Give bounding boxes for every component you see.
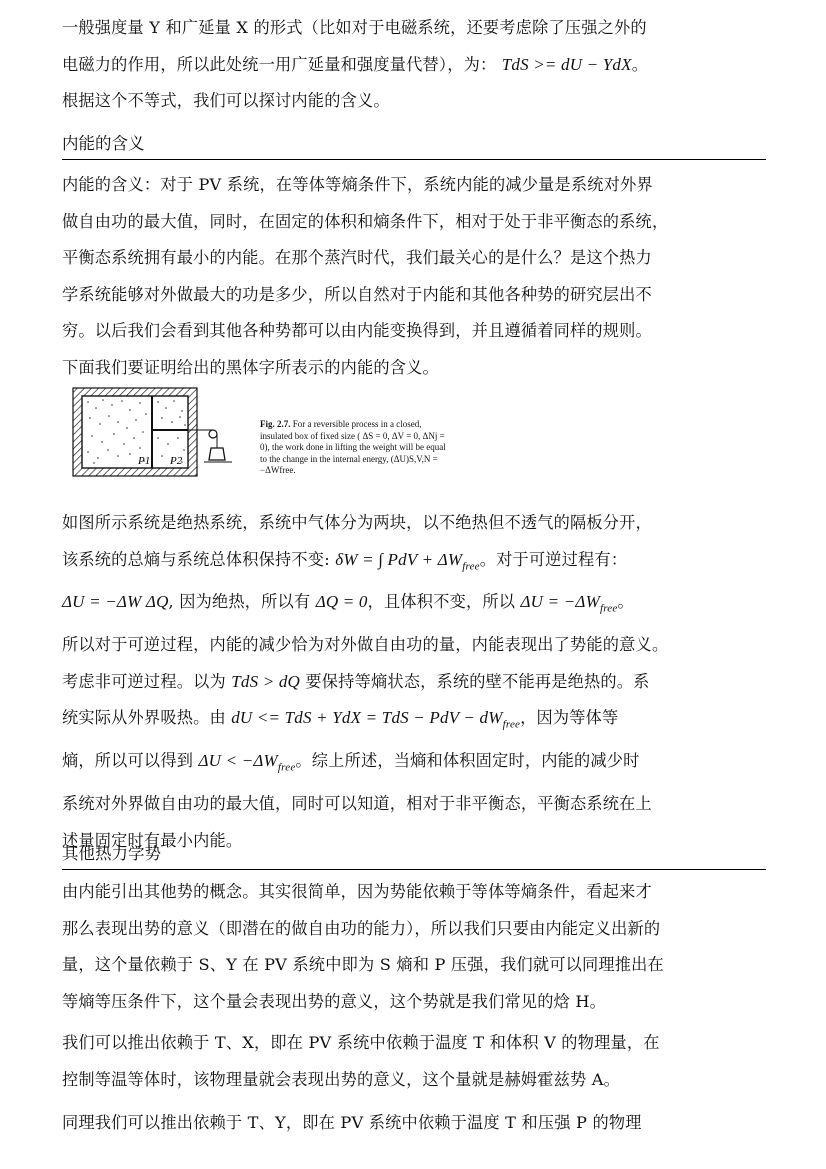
caption-label: Fig. 2.7. [260, 419, 291, 429]
formula: ΔQ = 0 [315, 592, 368, 612]
reversible-process-paragraph [62, 505, 766, 859]
paragraph-line: 下面我们要证明给出的黑体字所表示的内能的含义。 [62, 357, 439, 377]
other-potentials-paragraph [62, 874, 766, 1020]
intro-text: 电磁力的作用，所以此处统一用广延量和强度量代替），为： [62, 54, 497, 74]
paragraph-line: 由内能引出其他势的概念。其实很简单，因为势能依赖于等体等熵条件，看起来才 [62, 882, 652, 901]
text: 。 [617, 592, 634, 612]
formula: ΔU = −ΔW ΔQ [62, 592, 169, 612]
paragraph-line: 如图所示系统是绝热系统，系统中气体分为两块，以不绝热但不透气的隔板分开， [62, 513, 652, 532]
insulated-box-diagram [72, 386, 262, 482]
figure-caption [260, 419, 448, 477]
paragraph-line: 我们可以推出依赖于 T、X，即在 PV 系统中依赖于温度 T 和体积 V 的物理量，在 [62, 1033, 660, 1052]
paragraph-line: 那么表现出势的意义（即潜在的做自由功的能力），所以我们只要由内能定义出新的 [62, 918, 661, 938]
formula [520, 592, 618, 615]
subscript: free [277, 761, 296, 774]
formula [198, 751, 296, 774]
label-p1: P1 [138, 455, 151, 467]
formula [231, 708, 521, 731]
text: 考虑非可逆过程。以为 [62, 671, 226, 691]
weight-icon [209, 448, 225, 460]
paragraph-line [62, 542, 766, 585]
paragraph-line: 学系统能够对外做最大的功是多少，所以自然对于内能和其他各种势的研究层出不 [62, 284, 652, 304]
text: 该系统的总熵与系统总体积保持不变: [62, 549, 330, 569]
formula-part: ΔU = −ΔW [520, 592, 600, 612]
text: ，因为等体等 [520, 708, 619, 728]
intro-line: 根据这个不等式，我们可以探讨内能的含义。 [62, 91, 390, 110]
paragraph-line [62, 700, 766, 743]
section-heading-other-potentials: 其他热力学势 [62, 842, 766, 870]
paragraph-line: 平衡态系统拥有最小的内能。在那个蒸汽时代，我们最关心的是什么？是这个热力 [62, 248, 652, 267]
punctuation: 。 [631, 54, 649, 74]
formula: δW = ∫ PdV + ΔW [335, 549, 463, 569]
formula-part: ΔU < −ΔW [198, 751, 278, 771]
label-p2: P2 [170, 455, 183, 467]
work-formula [335, 549, 480, 572]
text: , 因为绝热，所以有 [168, 592, 311, 612]
paragraph-line: 内能的含义：对于 PV 系统，在等体等熵条件下，系统内能的减少量是系统对外界 [62, 175, 653, 194]
text: 要保持等熵状态，系统的壁不能再是绝热的。系 [305, 671, 650, 691]
text: 。综上所述，当熵和体积固定时，内能的减少时 [295, 751, 640, 771]
text: 。对于可逆过程有： [479, 549, 628, 569]
text: 统实际从外界吸热。由 [62, 708, 226, 728]
subscript: free [599, 602, 618, 615]
formula: TdS > dQ [231, 671, 301, 691]
paragraph-line: 述量固定时有最小内能。 [62, 830, 243, 850]
inequality-formula: TdS >= dU − YdX [501, 54, 632, 74]
paragraph-line: 量，这个量依赖于 S、Y 在 PV 系统中即为 S 熵和 P 压强，我们就可以同理推出在 [62, 955, 664, 974]
paragraph-line: 所以对于可逆过程，内能的减少恰为对外做自由功的量，内能表现出了势能的意义。 [62, 635, 669, 655]
pulley-icon [209, 430, 217, 438]
intro-line [62, 47, 766, 84]
caption-text: For a reversible process in a closed, insulated box of fixed size ( ΔS = 0, ΔV = 0, ΔNj = 0), the work done in lifting the weight will be equal to the change in the internal energy, (ΔU)S,V,N = −ΔWfree. [260, 419, 446, 475]
paragraph-line: 系统对外界做自由功的最大值，同时可以知道，相对于非平衡态，平衡态系统在上 [62, 794, 652, 814]
section-heading-internal-energy: 内能的含义 [62, 132, 766, 160]
formula-part: dU <= TdS + YdX = TdS − PdV − dW [231, 708, 503, 728]
subscript: free [502, 718, 521, 731]
paragraph-line: 同理我们可以推出依赖于 T、Y，即在 PV 系统中依赖于温度 T 和压强 P 的物理 [62, 1113, 642, 1132]
paragraph-line [62, 743, 766, 786]
subscript: free [462, 559, 480, 572]
paragraph-line [62, 664, 766, 701]
paragraph-line: 做自由功的最大值，同时，在固定的体积和熵条件下，相对于处于非平衡态的系统， [62, 211, 669, 231]
figure-insulated-box [72, 386, 452, 486]
paragraph-line [62, 584, 766, 627]
intro-paragraph [62, 10, 766, 120]
internal-energy-paragraph [62, 167, 766, 386]
gibbs-paragraph [62, 1105, 766, 1142]
paragraph-line: 控制等温等体时，该物理量就会表现出势的意义，这个量就是赫姆霍兹势 A。 [62, 1069, 621, 1089]
paragraph-line: 等熵等压条件下，这个量会表现出势的意义，这个势就是我们常见的焓 H。 [62, 991, 607, 1011]
helmholtz-paragraph [62, 1025, 766, 1098]
text: 熵，所以可以得到 [62, 751, 194, 771]
paragraph-line: 穷。以后我们会看到其他各种势都可以由内能变换得到，并且遵循着同样的规则。 [62, 321, 652, 340]
intro-line: 一般强度量 Y 和广延量 X 的形式（比如对于电磁系统，还要考虑除了压强之外的 [62, 18, 647, 37]
text: ，且体积不变，所以 [367, 592, 516, 612]
